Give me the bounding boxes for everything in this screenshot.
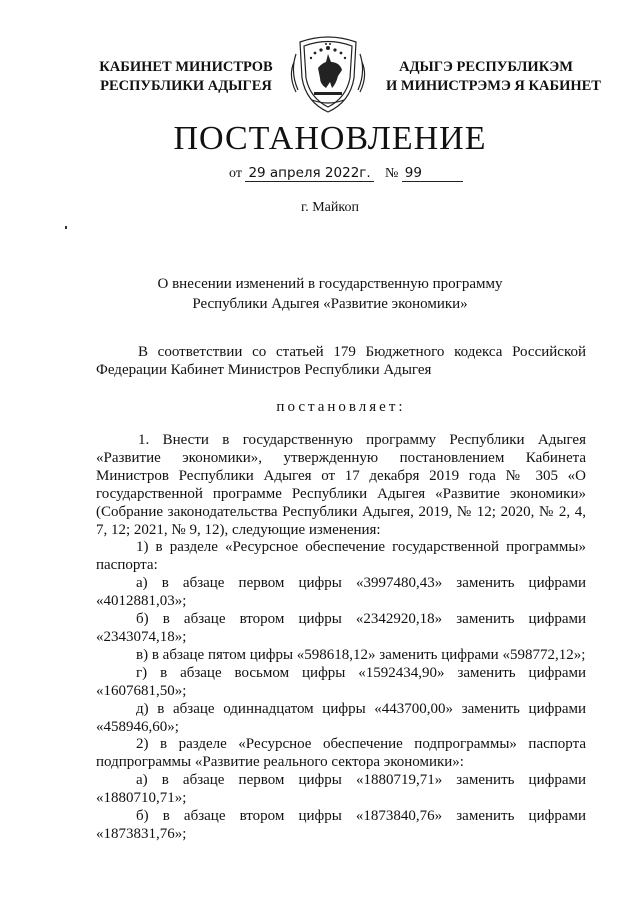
intro-paragraph [96, 344, 586, 380]
subject-line1: О внесении изменений в государственную программу [157, 276, 503, 292]
coat-of-arms-icon [288, 32, 368, 116]
item-1-2-a: а) в абзаце первом цифры «1880719,71» заменить цифрами «1880710,71»; [96, 772, 586, 807]
date-line [229, 165, 463, 182]
number-prefix: № [384, 166, 399, 181]
item-1-1-a: а) в абзаце первом цифры «3997480,43» заменить цифрами «4012881,03»; [96, 575, 586, 610]
scan-mark [65, 226, 67, 229]
header-left-line2: РЕСПУБЛИКИ АДЫГЕЯ [100, 78, 272, 94]
item-1-2-b: б) в абзаце втором цифры «1873840,76» заменить цифрами «1873831,76»; [96, 808, 586, 842]
amendments-list [96, 432, 586, 844]
document-number: 99 [402, 165, 463, 182]
item-1-1-v: в) в абзаце пятом цифры «598618,12» заменить цифрами «598772,12»; [136, 646, 586, 663]
item-1-1-b: б) в абзаце втором цифры «2342920,18» заменить цифрами «2343074,18»; [96, 611, 586, 645]
item-1: 1. Внести в государственную программу Республики Адыгея «Развитие экономики», утвержденную постановлением Кабинета Министров Республики Адыгея от 17 декабря 2019 года № 305 «О государственной программе Республики Адыгея «Развитие экономики» (Собрание законодательства Республики Адыгея, 2019, № 12; 2020, № 2, 4, 7, 12; 2021, № 9, 12), следующие изменения: [96, 432, 586, 538]
intro-text: В соответствии со статьей 179 Бюджетного кодекса Российской Федерации Кабинет Министров Республики Адыгея [96, 344, 586, 378]
subject-line2: Республики Адыгея «Развитие экономики» [192, 296, 468, 312]
resolve-word: постановляет: [276, 399, 406, 415]
header-left-line1: КАБИНЕТ МИНИСТРОВ [99, 59, 273, 75]
city: г. Майкоп [301, 200, 359, 215]
document-title: ПОСТАНОВЛЕНИЕ [173, 120, 487, 157]
date-prefix: от [229, 166, 242, 181]
item-1-1-g: г) в абзаце восьмом цифры «1592434,90» заменить цифрами «1607681,50»; [96, 664, 586, 699]
document-date: 29 апреля 2022г. [245, 165, 374, 182]
item-1-1: 1) в разделе «Ресурсное обеспечение государственной программы» паспорта: [96, 539, 586, 574]
header-right-line2: И МИНИСТРЭМЭ Я КАБИНЕТ [386, 78, 601, 94]
item-1-2: 2) в разделе «Ресурсное обеспечение подпрограммы» паспорта подпрограммы «Развитие реального сектора экономики»: [96, 736, 586, 771]
header-right-line1: АДЫГЭ РЕСПУБЛИКЭМ [399, 59, 573, 75]
document-subject [0, 274, 640, 314]
item-1-1-d: д) в абзаце одиннадцатом цифры «443700,00» заменить цифрами «458946,60»; [96, 700, 586, 735]
header-right [386, 58, 601, 96]
header-left [96, 58, 276, 96]
